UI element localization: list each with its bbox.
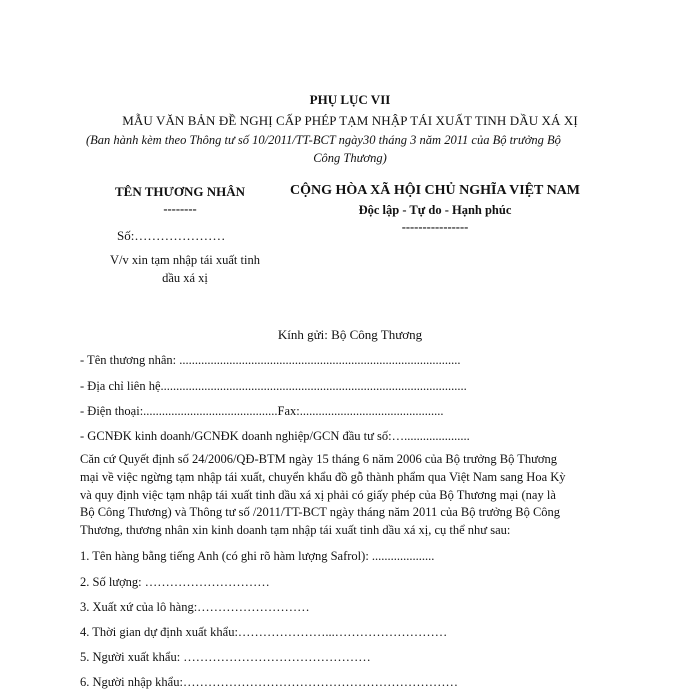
nation-name: CỘNG HÒA XÃ HỘI CHỦ NGHĨA VIỆT NAM (289, 183, 580, 198)
item-export-time: 4. Thời gian dự định xuất khẩu:…………………...……………………… (80, 625, 448, 639)
item-exporter: 5. Người xuất khẩu: ……………………………………… (80, 650, 371, 664)
paragraph-line-2: mại về việc ngừng tạm nhập tái xuất, chuyển khẩu đồ gỗ thành phẩm qua Việt Nam sang Hoa Kỳ (80, 470, 566, 484)
item-importer: 6. Người nhập khẩu:………………………………………………………… (80, 675, 458, 689)
document-title: MẪU VĂN BẢN ĐỀ NGHỊ CẤP PHÉP TẠM NHẬP TÁI XUẤT TINH DẦU XÁ XỊ (122, 113, 578, 128)
paragraph-line-5: Thương, thương nhân xin kinh doanh tạm nhập tái xuất tinh dầu xá xị, cụ thể như sau: (80, 523, 511, 537)
item-english-name: 1. Tên hàng bằng tiếng Anh (có ghi rõ hàm lượng Safrol): .................... (80, 549, 435, 563)
item-quantity: 2. Số lượng: ………………………… (80, 575, 270, 589)
appendix-title: PHỤ LỤC VII (309, 92, 391, 107)
subject-line-1: V/v xin tạm nhập tái xuất tinh (110, 253, 260, 267)
subject-line-2: dầu xá xị (162, 271, 208, 285)
field-address: - Địa chỉ liên hệ.................................................................................................. (80, 379, 467, 393)
paragraph-line-1: Căn cứ Quyết định số 24/2006/QĐ-BTM ngày 15 tháng 6 năm 2006 của Bộ trưởng Bộ Thương (80, 452, 558, 466)
subtitle-line-1: (Ban hành kèm theo Thông tư số 10/2011/TT-BCT ngày30 tháng 3 năm 2011 của Bộ trưởng Bộ (86, 133, 561, 147)
left-dashes: -------- (163, 202, 197, 216)
national-motto: Độc lập - Tự do - Hạnh phúc (358, 203, 512, 217)
field-trader-name: - Tên thương nhân: .......................................................................................... (80, 353, 461, 367)
right-dashes: ---------------- (401, 220, 469, 234)
subtitle-line-2: Công Thương) (313, 151, 387, 165)
paragraph-line-3: và quy định việc tạm nhập tái xuất tinh dầu xá xị phải có giấy phép của Bộ Thương mại (nay là (80, 488, 556, 502)
field-phone-fax: - Điện thoại:...........................................Fax:.............................................. (80, 404, 444, 418)
trader-name: TÊN THƯƠNG NHÂN (114, 184, 245, 199)
field-business-registration: - GCNĐK kinh doanh/GCNĐK doanh nghiệp/GCN đầu tư số:…..................... (80, 429, 470, 443)
recipient-line: Kính gửi: Bộ Công Thương (277, 327, 423, 342)
paragraph-line-4: Bộ Công Thương) và Thông tư số /2011/TT-BCT ngày tháng năm 2011 của Bộ trưởng Bộ Công (80, 505, 561, 519)
document-number: Số:………………… (117, 228, 226, 243)
item-origin: 3. Xuất xứ của lô hàng:……………………… (80, 600, 310, 614)
